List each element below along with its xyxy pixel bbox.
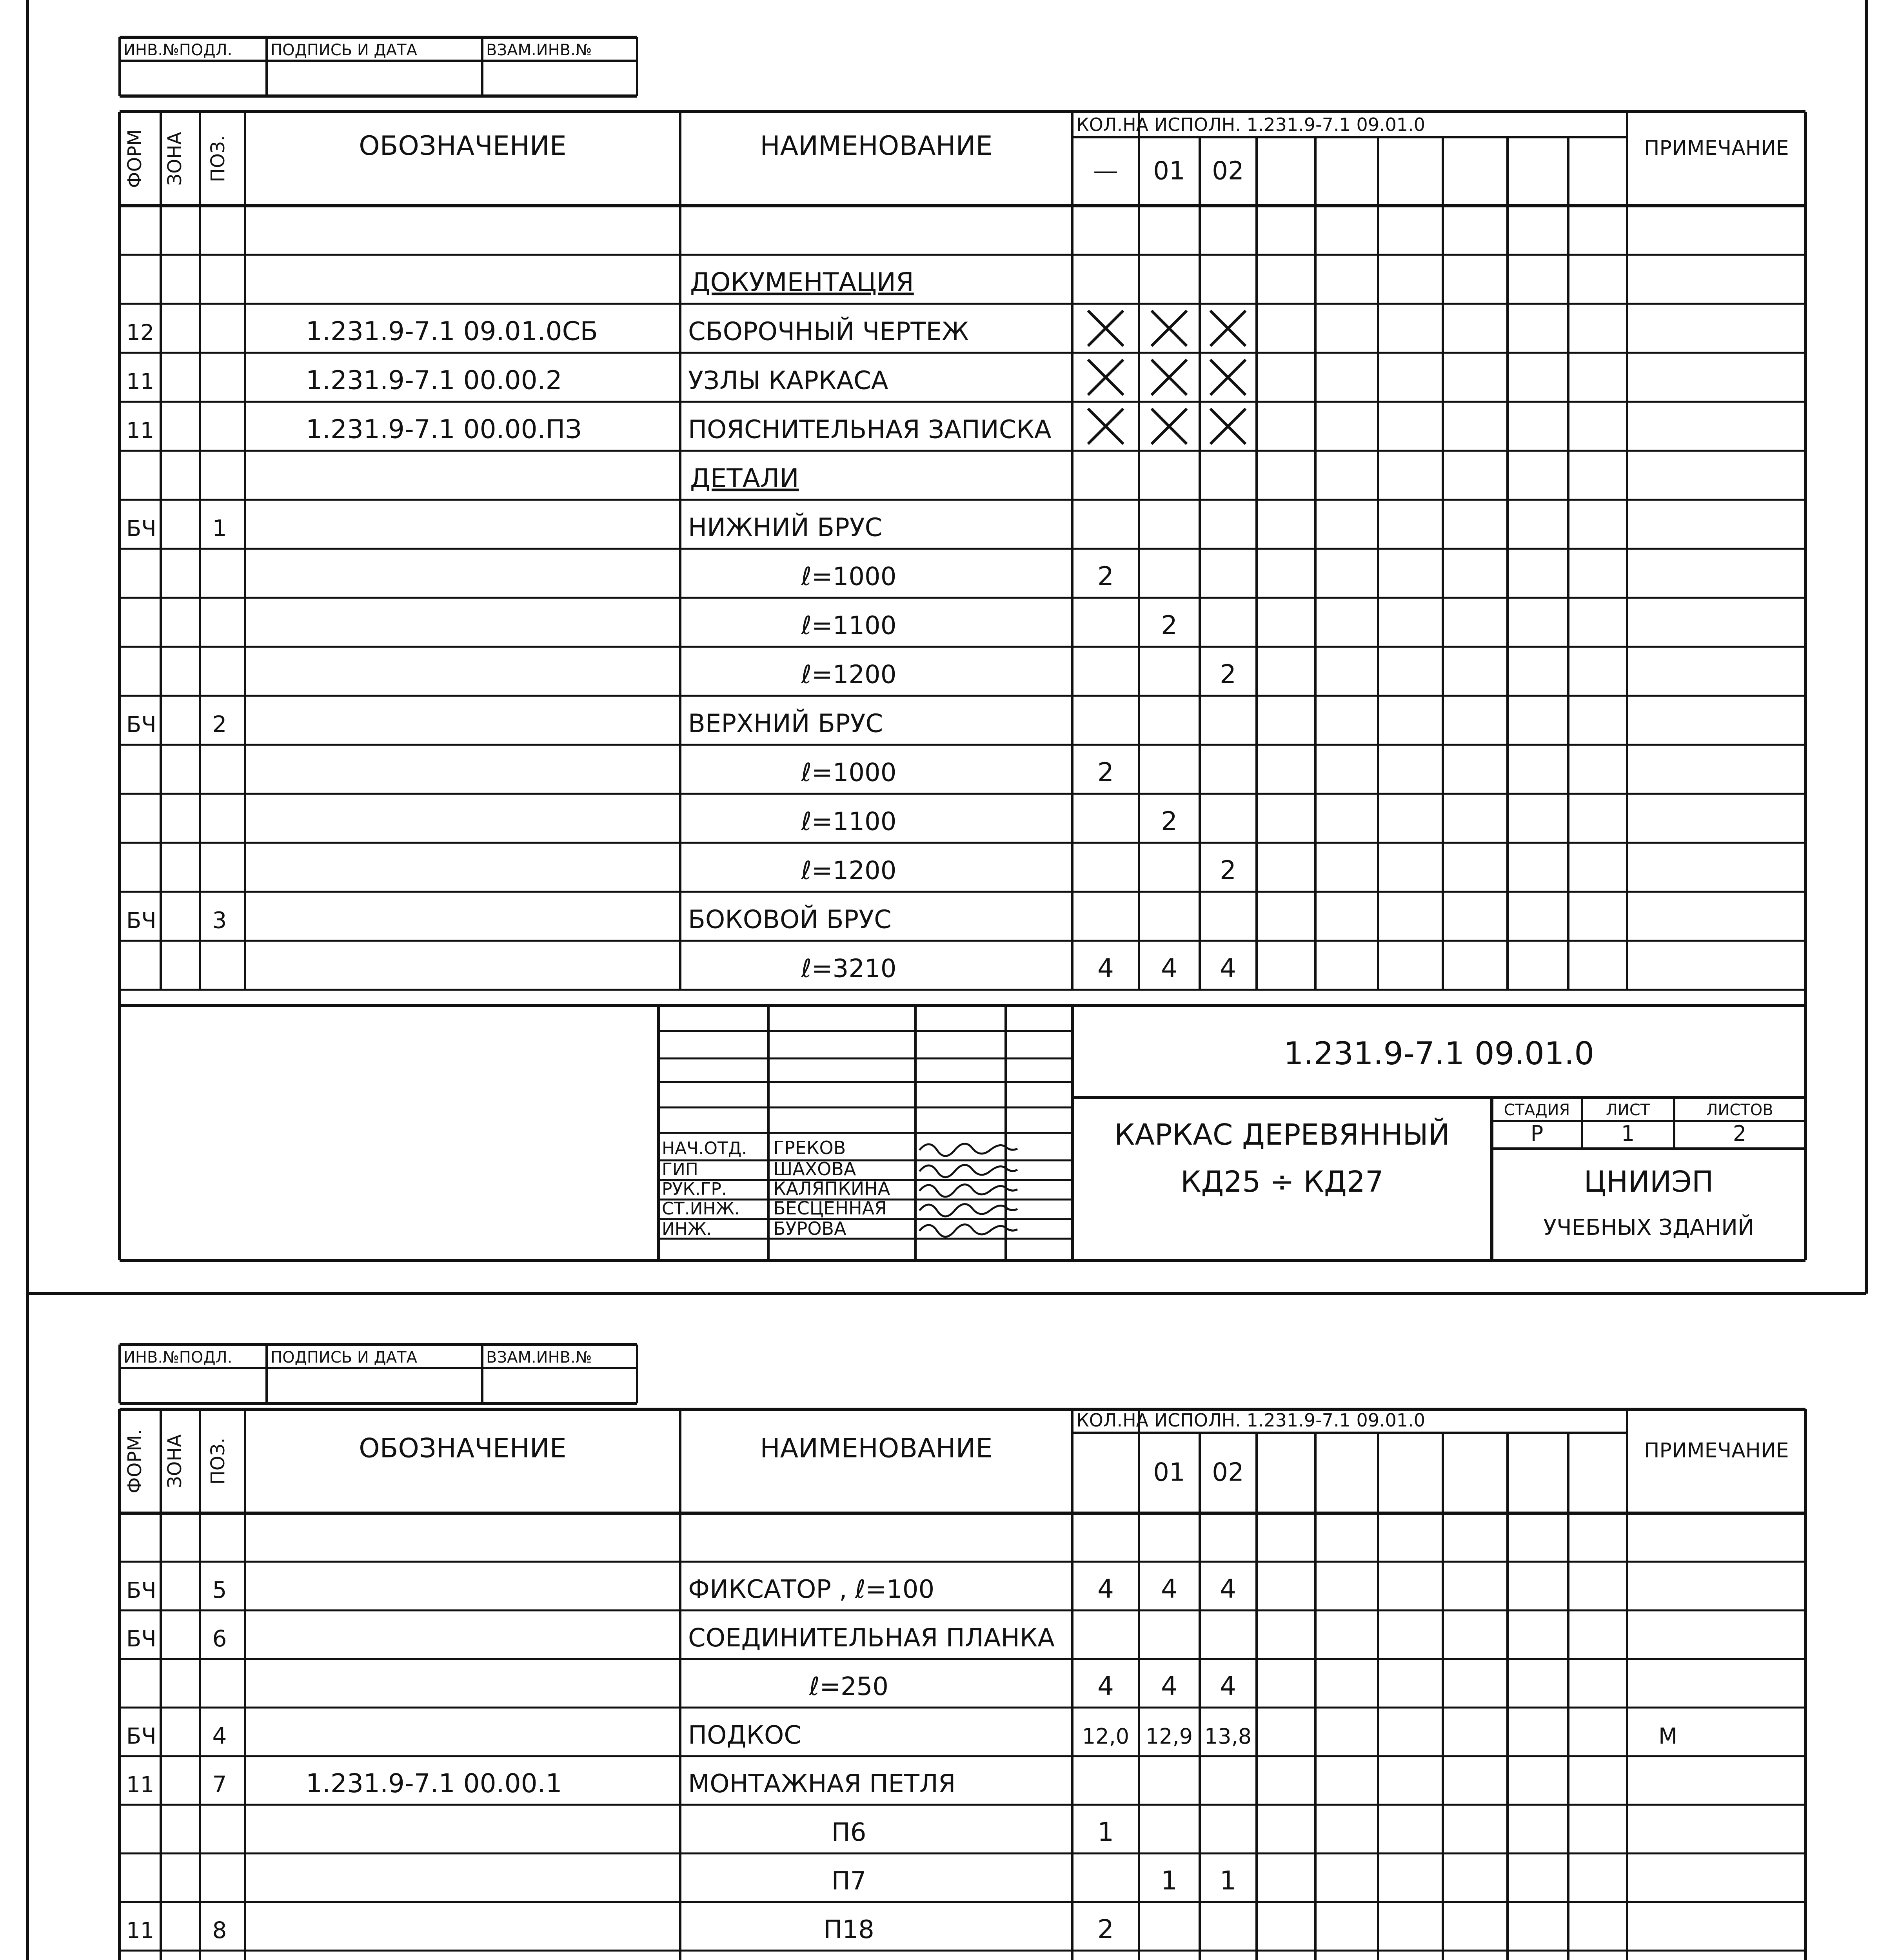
pos-column-header: ПОЗ.	[207, 1437, 229, 1485]
stamp-signature-header: ПОДПИСЬ И ДАТА	[271, 41, 417, 59]
cross-mark-icon	[1152, 409, 1187, 444]
name-cell: ПОЯСНИТЕЛЬНАЯ ЗАПИСКА	[688, 415, 1052, 445]
signature-mark	[919, 1144, 1017, 1156]
name-cell: П6	[831, 1818, 866, 1847]
name-cell: НИЖНИЙ БРУС	[688, 513, 883, 543]
cross-mark-icon	[1088, 409, 1123, 444]
form-cell: БЧ	[126, 1723, 156, 1749]
qty-cell: 4	[1161, 953, 1177, 984]
designation-cell: 1.231.9-7.1 00.00.1	[306, 1768, 562, 1798]
qty-cell: 4	[1097, 953, 1114, 984]
stage-label: СТАДИЯ	[1504, 1101, 1570, 1119]
qty-cell: 13,8	[1204, 1724, 1252, 1749]
qty-cell: 2	[1161, 610, 1177, 641]
qty-group-header: КОЛ.НА ИСПОЛН. 1.231.9-7.1 09.01.0	[1076, 114, 1426, 135]
form-column-header: ФОРМ.	[124, 1429, 146, 1494]
name-cell: П7	[831, 1866, 866, 1896]
name-cell: ℓ=1200	[801, 660, 897, 690]
form-cell: 11	[126, 369, 154, 395]
qty-cell: 2	[1097, 1914, 1114, 1944]
stamp-inv-header: ИНВ.№ПОДЛ.	[124, 41, 232, 59]
designation-cell: 1.231.9-7.1 09.01.0СБ	[306, 316, 598, 347]
name-cell: СБОРОЧНЫЙ ЧЕРТЕЖ	[688, 317, 969, 347]
cross-mark-icon	[1152, 311, 1187, 346]
designation-cell: 1.231.9-7.1 00.00.ПЗ	[306, 414, 582, 445]
qty-col-header: 01	[1153, 156, 1185, 186]
stamp-signature-header: ПОДПИСЬ И ДАТА	[271, 1348, 417, 1367]
sheets-value: 2	[1733, 1121, 1747, 1146]
stamp-replaced-header: ВЗАМ.ИНВ.№	[486, 41, 592, 59]
drawing-subtitle: КД25 ÷ КД27	[1180, 1165, 1384, 1199]
note-cell: М	[1658, 1723, 1678, 1749]
cross-mark-icon	[1152, 360, 1187, 395]
pos-cell: 3	[212, 907, 227, 934]
form-column-header: ФОРМ	[124, 129, 146, 188]
qty-group-header: КОЛ.НА ИСПОЛН. 1.231.9-7.1 09.01.0	[1076, 1410, 1426, 1431]
section-heading: ДОКУМЕНТАЦИЯ	[690, 267, 914, 298]
form-cell: 12	[126, 320, 154, 346]
qty-cell: 4	[1097, 1573, 1114, 1604]
qty-cell: 1	[1161, 1865, 1177, 1896]
stage-value: Р	[1530, 1121, 1544, 1146]
signature-mark	[919, 1165, 1017, 1177]
zone-column-header: ЗОНА	[164, 132, 186, 186]
designation-cell: 1.231.9-7.1 00.00.2	[306, 365, 562, 396]
organization-subname: УЧЕБНЫХ ЗДАНИЙ	[1543, 1215, 1754, 1240]
pos-cell: 2	[212, 711, 227, 738]
name-column-header: НАИМЕНОВАНИЕ	[760, 131, 993, 162]
pos-cell: 4	[212, 1722, 227, 1749]
qty-cell: 4	[1097, 1671, 1114, 1701]
pos-cell: 8	[212, 1916, 227, 1944]
name-cell: ℓ=1000	[801, 758, 897, 788]
cross-mark-icon	[1210, 360, 1246, 395]
name-cell: ПОДКОС	[688, 1720, 801, 1750]
pos-cell: 5	[212, 1576, 227, 1603]
pos-cell: 1	[212, 515, 227, 542]
qty-col-header: 02	[1212, 156, 1244, 186]
name-cell: ℓ=1100	[801, 807, 897, 837]
signer-name: КАЛЯПКИНА	[773, 1178, 890, 1199]
signer-name: ГРЕКОВ	[773, 1137, 846, 1158]
document-code: 1.231.9-7.1 09.01.0	[1283, 1035, 1595, 1072]
name-cell: ℓ=3210	[801, 954, 897, 984]
qty-cell: 1	[1220, 1865, 1236, 1896]
form-cell: БЧ	[126, 712, 156, 738]
designation-column-header: ОБОЗНАЧЕНИЕ	[359, 1433, 567, 1464]
qty-cell: 4	[1220, 953, 1236, 984]
signer-role: ГИП	[662, 1160, 698, 1180]
signer-role: ИНЖ.	[662, 1219, 712, 1239]
form-cell: 11	[126, 1772, 154, 1798]
qty-cell: 2	[1220, 855, 1236, 886]
sheet-value: 1	[1621, 1121, 1635, 1146]
qty-col-header: 01	[1153, 1458, 1185, 1487]
qty-cell: 4	[1161, 1671, 1177, 1701]
form-cell: БЧ	[126, 1626, 156, 1652]
name-column-header: НАИМЕНОВАНИЕ	[760, 1433, 993, 1464]
name-cell: МОНТАЖНАЯ ПЕТЛЯ	[688, 1769, 956, 1798]
note-column-header: ПРИМЕЧАНИЕ	[1644, 1439, 1789, 1463]
signer-role: РУК.ГР.	[662, 1179, 727, 1199]
name-cell: ВЕРХНИЙ БРУС	[688, 709, 883, 739]
qty-cell: 2	[1220, 659, 1236, 690]
signature-mark	[919, 1185, 1017, 1197]
signature-mark	[919, 1204, 1017, 1216]
qty-cell: 1	[1097, 1817, 1114, 1847]
organization-name: ЦНИИЭП	[1584, 1165, 1714, 1199]
qty-cell: 2	[1161, 806, 1177, 837]
qty-cell: 4	[1220, 1573, 1236, 1604]
cross-mark-icon	[1088, 360, 1123, 395]
sheet-label: ЛИСТ	[1606, 1101, 1650, 1119]
cross-mark-icon	[1210, 409, 1246, 444]
name-cell: БОКОВОЙ БРУС	[688, 905, 892, 935]
name-cell: ℓ=250	[809, 1672, 889, 1701]
name-cell: УЗЛЫ КАРКАСА	[688, 366, 888, 396]
signer-role: СТ.ИНЖ.	[662, 1199, 740, 1219]
stamp-inv-header: ИНВ.№ПОДЛ.	[124, 1348, 232, 1367]
section-heading: ДЕТАЛИ	[690, 463, 799, 494]
qty-col-header: 02	[1212, 1458, 1244, 1487]
sheets-label: ЛИСТОВ	[1706, 1101, 1773, 1119]
zone-column-header: ЗОНА	[164, 1434, 186, 1488]
drawing-title: КАРКАС ДЕРЕВЯННЫЙ	[1114, 1118, 1450, 1152]
qty-col-header: —	[1093, 156, 1118, 186]
qty-cell: 2	[1097, 561, 1114, 592]
cross-mark-icon	[1088, 311, 1123, 346]
qty-cell: 4	[1161, 1573, 1177, 1604]
name-cell: ℓ=1000	[801, 562, 897, 592]
signer-name: БУРОВА	[773, 1218, 846, 1239]
form-cell: 11	[126, 1918, 154, 1944]
qty-cell: 12,0	[1082, 1724, 1130, 1749]
designation-column-header: ОБОЗНАЧЕНИЕ	[359, 131, 567, 162]
form-cell: БЧ	[126, 1577, 156, 1603]
cross-mark-icon	[1210, 311, 1246, 346]
signature-mark	[919, 1225, 1017, 1237]
form-cell: 11	[126, 418, 154, 444]
form-cell: БЧ	[126, 516, 156, 542]
signer-role: НАЧ.ОТД.	[662, 1138, 747, 1158]
name-cell: ℓ=1100	[801, 611, 897, 641]
signer-name: БЕСЦЕННАЯ	[773, 1198, 887, 1219]
name-cell: ФИКСАТОР , ℓ=100	[688, 1575, 935, 1604]
signer-name: ШАХОВА	[773, 1158, 856, 1180]
form-cell: БЧ	[126, 908, 156, 934]
name-cell: П18	[823, 1915, 874, 1944]
stamp-replaced-header: ВЗАМ.ИНВ.№	[486, 1348, 592, 1367]
name-cell: СОЕДИНИТЕЛЬНАЯ ПЛАНКА	[688, 1623, 1055, 1653]
qty-cell: 12,9	[1145, 1724, 1193, 1749]
note-column-header: ПРИМЕЧАНИЕ	[1644, 136, 1789, 160]
pos-cell: 6	[212, 1625, 227, 1652]
pos-cell: 7	[212, 1771, 227, 1798]
qty-cell: 4	[1220, 1671, 1236, 1701]
pos-column-header: ПОЗ.	[207, 135, 229, 182]
qty-cell: 2	[1097, 757, 1114, 788]
name-cell: ℓ=1200	[801, 856, 897, 886]
